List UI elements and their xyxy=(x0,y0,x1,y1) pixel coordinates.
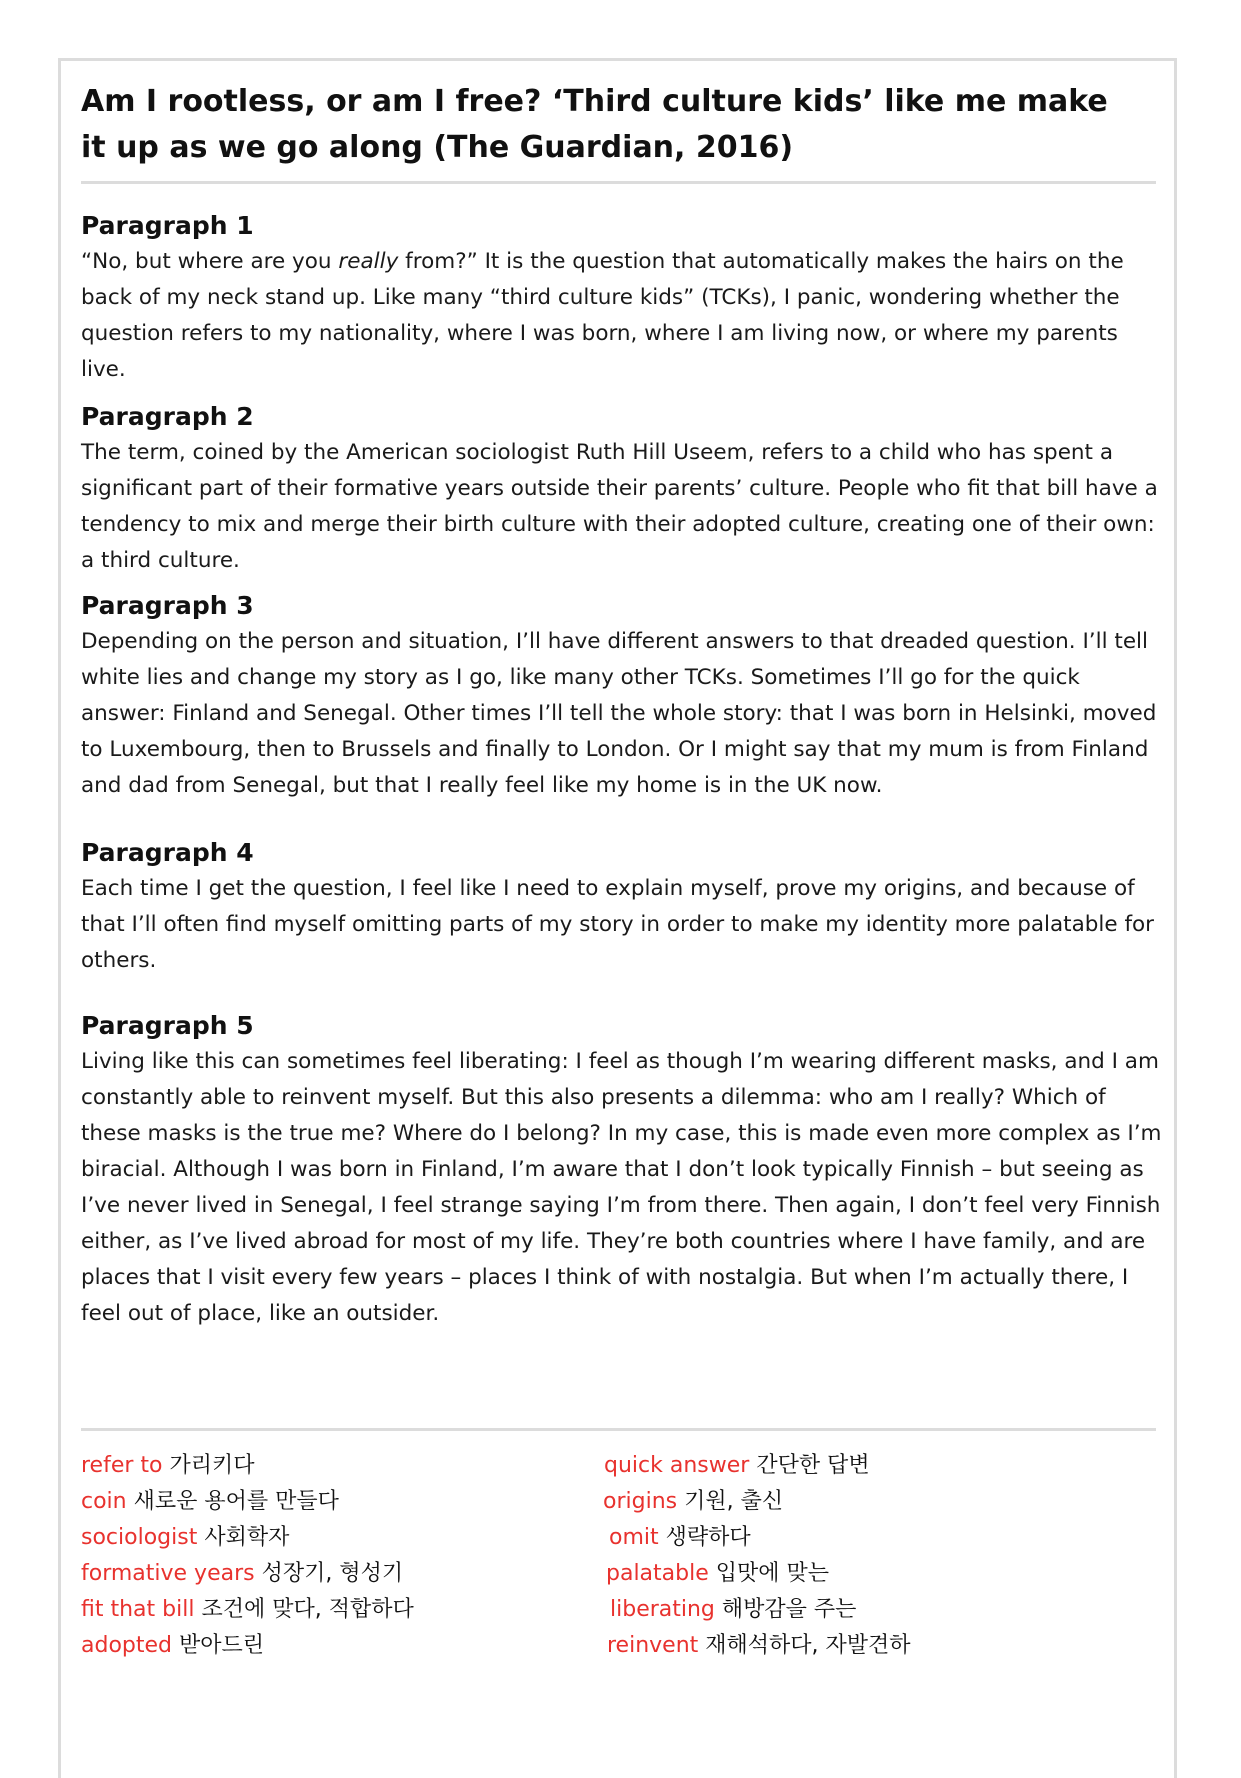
paragraph-text: The term, coined by the American sociologist Ruth Hill Useem, refers to a child who has spent a significant part of their formative years outside their parents’ culture. People who fit that bill have a tendency to mix and merge their birth culture with their adopted culture, creating one of their own: a third culture. xyxy=(81,440,1158,573)
vocab-item xyxy=(81,1595,414,1625)
vocab-gloss: 받아드린 xyxy=(179,1633,265,1658)
vocab-term: liberating xyxy=(610,1597,715,1622)
vocab-divider xyxy=(81,1428,1156,1431)
vocab-item xyxy=(609,1523,751,1553)
paragraph-2 xyxy=(81,399,1166,579)
paragraph-text: Each time I get the question, I feel like I need to explain myself, prove my origins, and because of that I’ll often find myself omitting parts of my story in order to make my identity more palatable for others. xyxy=(81,876,1155,973)
vocab-term: coin xyxy=(81,1489,127,1514)
vocab-term: palatable xyxy=(606,1561,709,1586)
paragraph-5 xyxy=(81,1008,1166,1332)
vocab-gloss: 재해석하다, 자발견하 xyxy=(705,1633,911,1658)
vocab-term: omit xyxy=(609,1525,659,1550)
paragraph-heading: Paragraph 2 xyxy=(81,402,254,431)
vocab-item xyxy=(81,1559,403,1589)
vocab-term: sociologist xyxy=(81,1525,198,1550)
paragraph-text-part: from?” It is the question that automatically makes the hairs on the back of my neck stand up. Like many “third culture kids” (TCKs), I panic, wondering whether the question refers to my nationality, where I was born, where I am living now, or where my parents live. xyxy=(81,249,1124,382)
paragraph-text: Living like this can sometimes feel liberating: I feel as though I’m wearing different masks, and I am constantly able to reinvent myself. But this also presents a dilemma: who am I really? Which of these masks is the true me? Where do I belong? In my case, this is made even more complex as I’m biracial. Although I was born in Finland, I’m aware that I don’t look typically Finnish – but seeing as I’ve never lived in Senegal, I feel strange saying I’m from there. Then again, I don’t feel very Finnish either, as I’ve lived abroad for most of my life. They’re both countries where I have family, and are places that I visit every few years – places I think of with nostalgia. But when I’m actually there, I feel out of place, like an outsider. xyxy=(81,1049,1162,1326)
paragraph-3 xyxy=(81,588,1166,804)
vocab-term: origins xyxy=(603,1489,678,1514)
vocab-item xyxy=(81,1487,339,1517)
paragraph-text-part: “No, but where are you xyxy=(81,249,339,274)
vocab-term: adopted xyxy=(81,1633,172,1658)
vocab-item xyxy=(81,1523,289,1553)
article-card xyxy=(58,58,1177,1778)
vocab-term: fit that bill xyxy=(81,1597,195,1622)
vocab-item xyxy=(81,1451,255,1481)
paragraph-heading: Paragraph 4 xyxy=(81,838,254,867)
vocab-gloss: 새로운 용어를 만들다 xyxy=(133,1489,339,1514)
vocab-item xyxy=(81,1631,264,1661)
vocab-gloss: 입맛에 맞는 xyxy=(715,1561,830,1586)
vocab-gloss: 해방감을 주는 xyxy=(721,1597,857,1622)
vocab-item xyxy=(604,1451,870,1481)
vocab-item xyxy=(607,1631,911,1661)
paragraph-text: Depending on the person and situation, I’ll have different answers to that dreaded question. I’ll tell white lies and change my story as I go, like many other TCKs. Sometimes I’ll go for the quick answer: Finland and Senegal. Other times I’ll tell the whole story: that I was born in Helsinki, moved to Luxembourg, then to Brussels and finally to London. Or I might say that my mum is from Finland and dad from Senegal, but that I really feel like my home is in the UK now. xyxy=(81,629,1157,798)
vocab-term: refer to xyxy=(81,1453,163,1478)
vocab-gloss: 사회학자 xyxy=(204,1525,290,1550)
vocab-term: formative years xyxy=(81,1561,255,1586)
paragraph-heading: Paragraph 5 xyxy=(81,1011,254,1040)
vocab-gloss: 가리키다 xyxy=(169,1453,255,1478)
vocab-gloss: 간단한 답변 xyxy=(756,1453,870,1478)
vocab-gloss: 조건에 맞다, 적합하다 xyxy=(201,1597,414,1622)
vocab-term: quick answer xyxy=(604,1453,750,1478)
vocab-item xyxy=(606,1559,829,1589)
vocab-gloss: 성장기, 형성기 xyxy=(261,1561,404,1586)
title-divider xyxy=(81,181,1156,184)
vocab-term: reinvent xyxy=(607,1633,699,1658)
vocab-item xyxy=(610,1595,856,1625)
paragraph-1 xyxy=(81,208,1166,388)
article-title: Am I rootless, or am I free? ‘Third culture kids’ like me make it up as we go along (The Guardian, 2016) xyxy=(81,84,1108,165)
paragraph-4 xyxy=(81,835,1166,979)
paragraph-heading: Paragraph 3 xyxy=(81,591,254,620)
vocab-gloss: 기원, 출신 xyxy=(684,1489,784,1514)
paragraph-text xyxy=(81,244,1166,388)
vocab-gloss: 생략하다 xyxy=(665,1525,751,1550)
vocab-item xyxy=(603,1487,783,1517)
paragraph-heading: Paragraph 1 xyxy=(81,211,254,240)
emphasis-text: really xyxy=(338,249,399,274)
